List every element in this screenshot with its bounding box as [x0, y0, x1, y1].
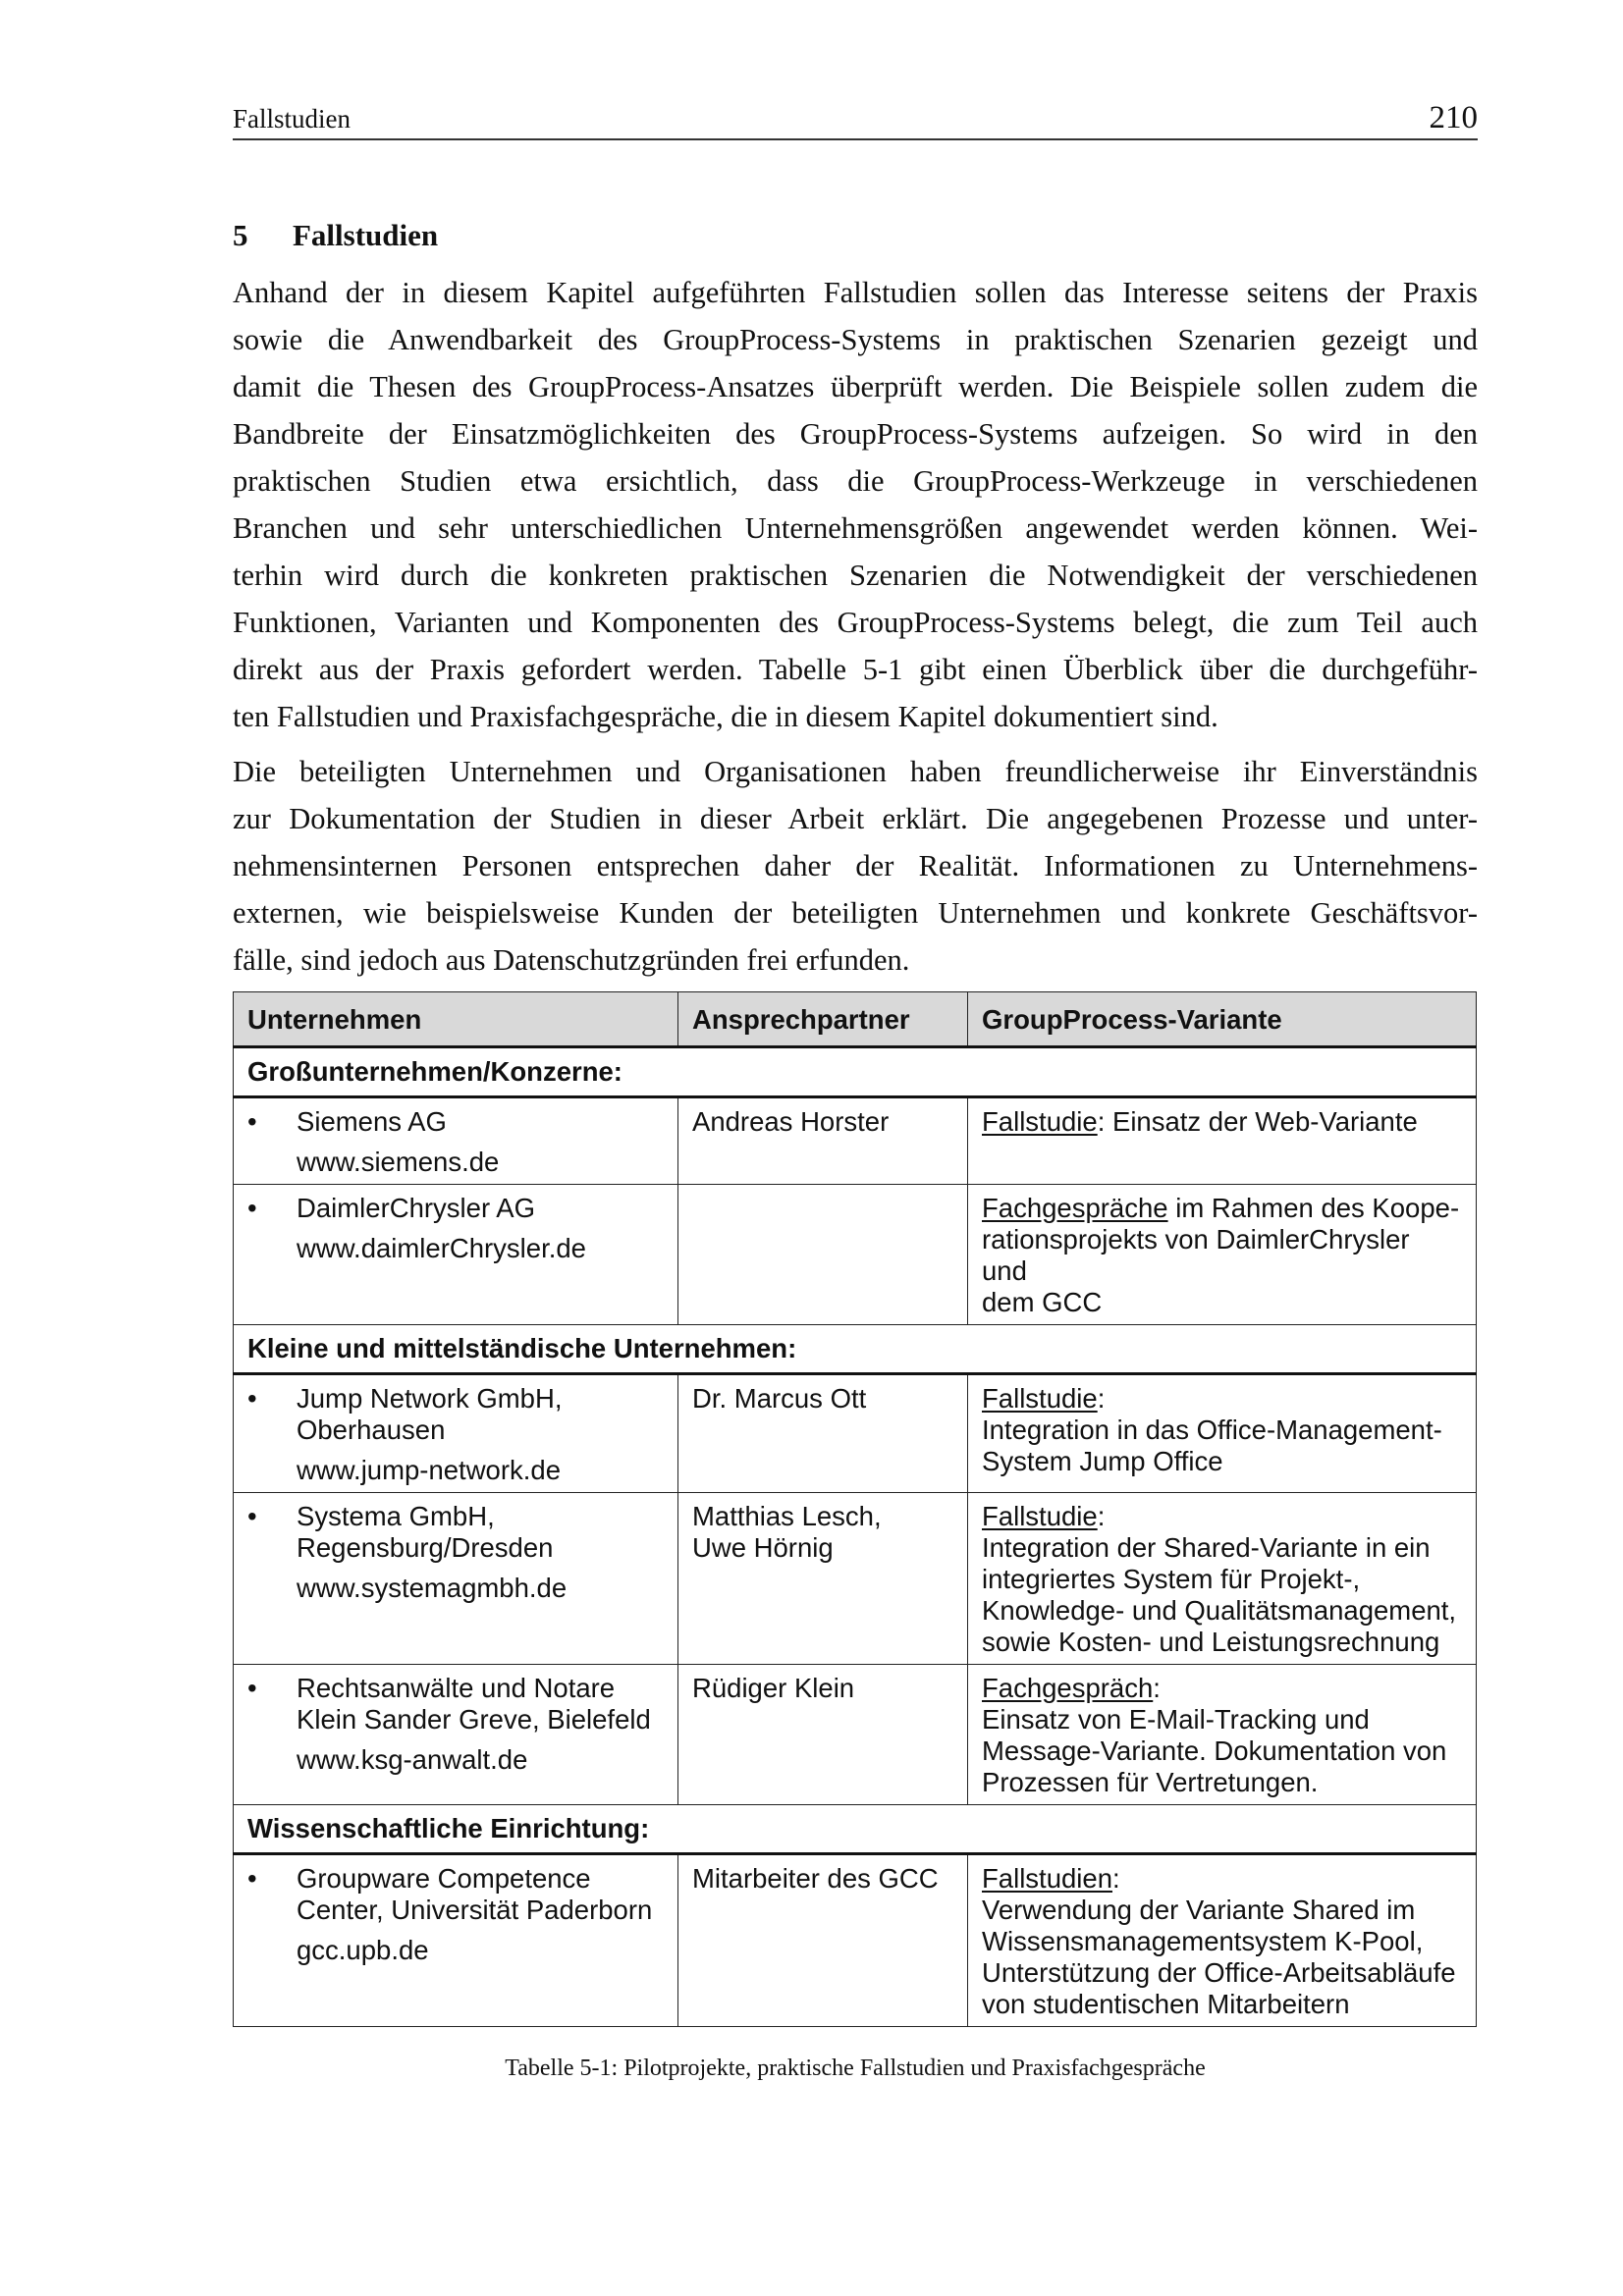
company-url: www.jump-network.de [297, 1455, 561, 1485]
company-name-line: Rechtsanwälte und Notare [297, 1673, 616, 1703]
variant-line: System Jump Office [982, 1446, 1223, 1476]
text-line: Branchen und sehr unterschiedlichen Unternehmensgrößen angewendet werden können. Wei- [233, 511, 1478, 545]
variant-type: Fachgespräche [982, 1193, 1168, 1223]
text-line: Funktionen, Varianten und Komponenten des GroupProcess-Systems belegt, die zum Teil auch [233, 606, 1478, 639]
variant-text: : Einsatz der Web-Variante [1097, 1106, 1418, 1137]
table-row [234, 1185, 1477, 1325]
bullet-icon: • [247, 1501, 257, 1531]
company-name-line: Systema GmbH, [297, 1501, 495, 1531]
company-cell [234, 1185, 678, 1325]
variant-type: Fachgespräch [982, 1673, 1154, 1703]
text-line: direkt aus der Praxis gefordert werden. Tabelle 5-1 gibt einen Überblick über die durchgeführ- [233, 653, 1478, 686]
variant-line: Integration in das Office-Management- [982, 1415, 1442, 1445]
company-info [297, 1383, 562, 1486]
bullet-icon: • [247, 1673, 257, 1703]
text-line: praktischen Studien etwa ersichtlich, dass die GroupProcess-Werkzeuge in verschiedenen [233, 464, 1478, 498]
variant-type: Fallstudie [982, 1501, 1098, 1531]
contact-line: Matthias Lesch, [692, 1501, 882, 1531]
contact-cell [678, 1493, 968, 1665]
company-info [297, 1106, 499, 1178]
table-row [234, 1374, 1477, 1493]
company-name-line: DaimlerChrysler AG [297, 1193, 535, 1223]
company-url: www.ksg-anwalt.de [297, 1744, 528, 1775]
contact-line: Mitarbeiter des GCC [692, 1863, 939, 1894]
column-header: Unternehmen [234, 992, 678, 1047]
company-info [297, 1193, 586, 1264]
variant-line [982, 1673, 1462, 1704]
variant-type: Fallstudie [982, 1383, 1098, 1414]
group-row [234, 1325, 1477, 1374]
text-line: externen, wie beispielsweise Kunden der beteiligten Unternehmen und konkrete Geschäftsvor- [233, 896, 1478, 930]
company-bullet-item [247, 1501, 664, 1604]
contact-cell [678, 1374, 968, 1493]
company-info [297, 1863, 652, 1966]
text-line: nehmensinternen Personen entsprechen daher der Realität. Informationen zu Unternehmens- [233, 849, 1478, 882]
variant-line [982, 1383, 1462, 1415]
variant-line [982, 1501, 1462, 1532]
variant-text: im Rahmen des Koope- [1167, 1193, 1460, 1223]
bullet-icon: • [247, 1383, 257, 1414]
group-title: Kleine und mittelständische Unternehmen: [234, 1325, 1477, 1374]
variant-line: sowie Kosten- und Leistungsrechnung [982, 1627, 1440, 1657]
contact-cell [678, 1665, 968, 1805]
company-bullet-item [247, 1863, 664, 1966]
company-url: gcc.upb.de [297, 1935, 429, 1965]
text-line: fälle, sind jedoch aus Datenschutzgründen frei erfunden. [233, 943, 910, 977]
variant-cell [968, 1185, 1477, 1325]
company-cell [234, 1097, 678, 1185]
variant-line [982, 1193, 1462, 1224]
contact-line: Rüdiger Klein [692, 1673, 855, 1703]
group-title: Großunternehmen/Konzerne: [234, 1047, 1477, 1097]
company-cell [234, 1854, 678, 2027]
section-heading [233, 218, 438, 253]
text-line: ten Fallstudien und Praxisfachgespräche, die in diesem Kapitel dokumentiert sind. [233, 700, 1218, 733]
variant-line: Unterstützung der Office-Arbeitsabläufe [982, 1957, 1456, 1988]
company-name-line: Jump Network GmbH, [297, 1383, 563, 1414]
variant-text: : [1097, 1383, 1106, 1414]
company-name-line: Groupware Competence [297, 1863, 591, 1894]
bullet-icon: • [247, 1193, 257, 1223]
company-info [297, 1501, 567, 1604]
table-row [234, 1665, 1477, 1805]
variant-cell [968, 1374, 1477, 1493]
variant-cell [968, 1854, 1477, 2027]
company-cell [234, 1493, 678, 1665]
text-line: zur Dokumentation der Studien in dieser Arbeit erklärt. Die angegebenen Prozesse und unter- [233, 802, 1478, 835]
paragraph [233, 269, 1478, 740]
page-number: 210 [1429, 100, 1478, 135]
contact-line: Andreas Horster [692, 1106, 890, 1137]
variant-cell [968, 1665, 1477, 1805]
company-cell [234, 1374, 678, 1493]
variant-line: Verwendung der Variante Shared im [982, 1895, 1416, 1925]
company-info [297, 1673, 651, 1776]
text-line: damit die Thesen des GroupProcess-Ansatzes überprüft werden. Die Beispiele sollen zudem die [233, 370, 1478, 403]
variant-line: Wissensmanagementsystem K-Pool, [982, 1926, 1424, 1956]
variant-cell [968, 1097, 1477, 1185]
table-row [234, 1493, 1477, 1665]
company-bullet-item [247, 1673, 664, 1776]
variant-type: Fallstudien [982, 1863, 1112, 1894]
variant-line: von studentischen Mitarbeitern [982, 1989, 1350, 2019]
text-line: terhin wird durch die konkreten praktischen Szenarien die Notwendigkeit der verschiedenen [233, 559, 1478, 592]
bullet-icon: • [247, 1863, 257, 1894]
case-study-table [233, 991, 1477, 2027]
variant-text: : [1097, 1501, 1106, 1531]
running-header-title: Fallstudien [233, 104, 351, 133]
variant-type: Fallstudie [982, 1106, 1098, 1137]
section-title: Fallstudien [293, 218, 439, 252]
paragraph [233, 748, 1478, 984]
contact-cell [678, 1185, 968, 1325]
variant-text: : [1153, 1673, 1161, 1703]
section-number: 5 [233, 218, 248, 252]
variant-line: integriertes System für Projekt-, [982, 1564, 1361, 1594]
contact-cell [678, 1097, 968, 1185]
contact-line: Dr. Marcus Ott [692, 1383, 867, 1414]
column-header: Ansprechpartner [678, 992, 968, 1047]
contact-line: Uwe Hörnig [692, 1532, 834, 1563]
company-cell [234, 1665, 678, 1805]
contact-cell [678, 1854, 968, 2027]
company-name-line: Oberhausen [297, 1415, 446, 1445]
variant-line: Message-Variante. Dokumentation von [982, 1735, 1447, 1766]
company-bullet-item [247, 1383, 664, 1486]
company-name-line: Center, Universität Paderborn [297, 1895, 653, 1925]
company-name-line: Klein Sander Greve, Bielefeld [297, 1704, 651, 1735]
variant-line [982, 1863, 1462, 1895]
table-row [234, 1854, 1477, 2027]
column-header: GroupProcess-Variante [968, 992, 1477, 1047]
company-url: www.siemens.de [297, 1147, 500, 1177]
company-name-line: Siemens AG [297, 1106, 447, 1137]
variant-text: : [1112, 1863, 1120, 1894]
table-row [234, 1097, 1477, 1185]
variant-line: Integration der Shared-Variante in ein [982, 1532, 1431, 1563]
table-caption: Tabelle 5-1: Pilotprojekte, praktische Fallstudien und Praxisfachgespräche [505, 2056, 1206, 2081]
group-row [234, 1805, 1477, 1854]
text-line: Die beteiligten Unternehmen und Organisationen haben freundlicherweise ihr Einverständnis [233, 755, 1478, 788]
variant-line [982, 1106, 1462, 1138]
company-bullet-item [247, 1106, 664, 1178]
running-header [233, 96, 1478, 140]
company-url: www.daimlerChrysler.de [297, 1233, 586, 1263]
group-row [234, 1047, 1477, 1097]
text-line: Anhand der in diesem Kapitel aufgeführten Fallstudien sollen das Interesse seitens der Praxis [233, 276, 1478, 309]
text-line: sowie die Anwendbarkeit des GroupProcess-Systems in praktischen Szenarien gezeigt und [233, 323, 1478, 356]
variant-cell [968, 1493, 1477, 1665]
group-title: Wissenschaftliche Einrichtung: [234, 1805, 1477, 1854]
variant-line: Knowledge- und Qualitätsmanagement, [982, 1595, 1457, 1626]
company-bullet-item [247, 1193, 664, 1264]
variant-line: Prozessen für Vertretungen. [982, 1767, 1319, 1797]
variant-line: Einsatz von E-Mail-Tracking und [982, 1704, 1370, 1735]
variant-line: rationsprojekts von DaimlerChrysler und [982, 1224, 1410, 1286]
bullet-icon: • [247, 1106, 257, 1137]
company-url: www.systemagmbh.de [297, 1573, 568, 1603]
company-name-line: Regensburg/Dresden [297, 1532, 554, 1563]
text-line: Bandbreite der Einsatzmöglichkeiten des GroupProcess-Systems aufzeigen. So wird in den [233, 417, 1478, 451]
variant-line: dem GCC [982, 1287, 1103, 1317]
